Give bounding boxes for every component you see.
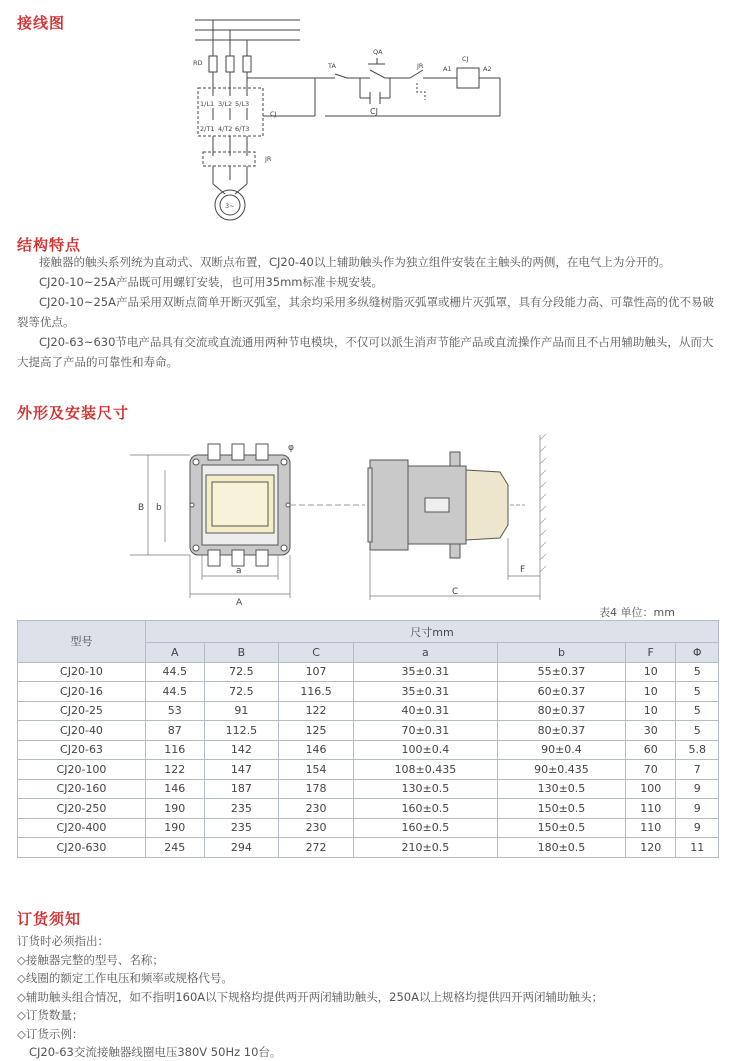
dimension-cell: 70 xyxy=(625,760,676,780)
column-header: A xyxy=(146,643,205,663)
model-cell: CJ20-400 xyxy=(18,818,146,838)
ordering-line: ◇接触器完整的型号、名称； xyxy=(17,952,164,967)
dimension-cell: 122 xyxy=(146,760,205,780)
dimension-cell: 190 xyxy=(146,799,205,819)
dimension-cell: 110 xyxy=(625,818,676,838)
model-cell: CJ20-100 xyxy=(18,760,146,780)
label-rd: RD xyxy=(193,59,203,67)
dim-label-A: A xyxy=(236,598,243,605)
table-row xyxy=(18,838,719,858)
column-header: F xyxy=(625,643,676,663)
ordering-line: ◇订货示例： xyxy=(17,1026,84,1041)
table-row xyxy=(18,779,719,799)
dimension-cell: 130±0.5 xyxy=(497,779,625,799)
dimension-drawing xyxy=(130,430,560,605)
dimension-cell: 107 xyxy=(279,662,354,682)
table-row xyxy=(18,740,719,760)
label-cj-coil: CJ xyxy=(462,55,469,63)
label-l3: 5/L3 xyxy=(235,100,250,108)
dimension-cell: 125 xyxy=(279,721,354,741)
table-unit-note: 表4 单位：mm xyxy=(599,606,675,619)
dimension-cell: 9 xyxy=(676,779,719,799)
dimension-cell: 235 xyxy=(204,799,279,819)
section-title-dimensions: 外形及安装尺寸 xyxy=(17,404,130,422)
dimension-cell: 90±0.435 xyxy=(497,760,625,780)
dimension-cell: 7 xyxy=(676,760,719,780)
label-cj-aux: CJ xyxy=(370,107,378,116)
model-cell: CJ20-63 xyxy=(18,740,146,760)
dimension-cell: 10 xyxy=(625,701,676,721)
dimension-cell: 5 xyxy=(676,682,719,702)
ordering-line: ◇辅助触头组合情况，如不指明160A以下规格均提供两开两闭辅助触头，250A以上规格均提供四开两闭辅助触头； xyxy=(17,989,603,1004)
column-header: Φ xyxy=(676,643,719,663)
dimension-cell: 160±0.5 xyxy=(353,818,497,838)
table-row xyxy=(18,760,719,780)
section-title-ordering: 订货须知 xyxy=(17,910,82,928)
dimension-cell: 272 xyxy=(279,838,354,858)
table-row xyxy=(18,721,719,741)
dimension-cell: 110 xyxy=(625,799,676,819)
label-t3: 6/T3 xyxy=(235,125,250,133)
model-cell: CJ20-16 xyxy=(18,682,146,702)
section-title-wiring: 接线图 xyxy=(17,14,66,32)
dim-label-F: F xyxy=(520,565,526,575)
ordering-line: ◇订货数量； xyxy=(17,1008,84,1022)
table-row xyxy=(18,682,719,702)
dimension-cell: 116.5 xyxy=(279,682,354,702)
dimension-cell: 72.5 xyxy=(204,682,279,702)
dimension-cell: 10 xyxy=(625,682,676,702)
dimension-cell: 210±0.5 xyxy=(353,838,497,858)
column-header: B xyxy=(204,643,279,663)
dimension-cell: 60 xyxy=(625,740,676,760)
model-cell: CJ20-250 xyxy=(18,799,146,819)
model-cell: CJ20-10 xyxy=(18,662,146,682)
dimension-cell: 35±0.31 xyxy=(353,682,497,702)
dimension-cell: 5.8 xyxy=(676,740,719,760)
label-l2: 3/L2 xyxy=(218,100,233,108)
features-text xyxy=(17,252,717,372)
dimension-cell: 9 xyxy=(676,818,719,838)
ordering-line: 订货时必须指出： xyxy=(17,934,109,948)
features-paragraph: CJ20-10~25A产品既可用螺钉安装，也可用35mm标准卡规安装。 xyxy=(39,275,384,289)
dim-label-C: C xyxy=(452,587,459,597)
features-paragraph: CJ20-63~630节电产品具有交流或直流通用两种节电模块，不仅可以派生消声节能产品或直流操作产品而且不占用辅助触头，从而大大提高了产品的可靠性和寿命。 xyxy=(17,335,714,369)
column-header: a xyxy=(353,643,497,663)
dimension-cell: 235 xyxy=(204,818,279,838)
dimension-table xyxy=(17,620,719,858)
label-ta: TA xyxy=(328,62,336,70)
dimension-cell: 30 xyxy=(625,721,676,741)
dimension-cell: 5 xyxy=(676,662,719,682)
dimension-cell: 142 xyxy=(204,740,279,760)
ordering-text xyxy=(17,932,727,1061)
dimension-cell: 91 xyxy=(204,701,279,721)
column-header: C xyxy=(279,643,354,663)
dimension-cell: 72.5 xyxy=(204,662,279,682)
column-header: b xyxy=(497,643,625,663)
dimension-cell: 53 xyxy=(146,701,205,721)
dimension-cell: 44.5 xyxy=(146,662,205,682)
dimension-cell: 90±0.4 xyxy=(497,740,625,760)
dimension-cell: 5 xyxy=(676,701,719,721)
dimension-cell: 116 xyxy=(146,740,205,760)
dimension-cell: 122 xyxy=(279,701,354,721)
dimension-cell: 35±0.31 xyxy=(353,662,497,682)
label-a2: A2 xyxy=(483,65,492,73)
ordering-line: ◇线圈的额定工作电压和频率或规格代号。 xyxy=(17,971,233,985)
dimension-cell: 120 xyxy=(625,838,676,858)
dimension-cell: 11 xyxy=(676,838,719,858)
table-row xyxy=(18,799,719,819)
section-title-features: 结构特点 xyxy=(17,236,82,254)
dimension-cell: 230 xyxy=(279,799,354,819)
dimension-cell: 147 xyxy=(204,760,279,780)
features-paragraph: CJ20-10~25A产品采用双断点简单开断灭弧室，其余均采用多纵缝树脂灭弧罩或栅片灭弧罩，具有分段能力高、可靠性高的优不易破裂等优点。 xyxy=(17,295,714,329)
label-t1: 2/T1 xyxy=(200,125,215,133)
header-model: 型号 xyxy=(18,621,146,663)
model-cell: CJ20-160 xyxy=(18,779,146,799)
table-row xyxy=(18,662,719,682)
dim-label-b: b xyxy=(156,503,162,513)
ordering-line: CJ20-63交流接触器线圈电压380V 50Hz 10台。 xyxy=(29,1045,282,1059)
dimension-cell: 180±0.5 xyxy=(497,838,625,858)
dimension-cell: 108±0.435 xyxy=(353,760,497,780)
dimension-cell: 150±0.5 xyxy=(497,818,625,838)
dimension-cell: 80±0.37 xyxy=(497,701,625,721)
model-cell: CJ20-25 xyxy=(18,701,146,721)
dimension-cell: 40±0.31 xyxy=(353,701,497,721)
label-a1: A1 xyxy=(443,65,452,73)
wiring-diagram xyxy=(185,8,515,233)
dimension-cell: 10 xyxy=(625,662,676,682)
label-cj: CJ xyxy=(270,110,277,118)
dim-label-a: a xyxy=(236,566,242,576)
header-size: 尺寸mm xyxy=(146,621,719,643)
label-jr: JR xyxy=(265,155,272,163)
label-jr2: JR xyxy=(417,62,424,70)
dimension-cell: 112.5 xyxy=(204,721,279,741)
dim-label-phi: φ xyxy=(288,443,294,453)
dimension-cell: 55±0.37 xyxy=(497,662,625,682)
dimension-cell: 187 xyxy=(204,779,279,799)
dimension-cell: 130±0.5 xyxy=(353,779,497,799)
dimension-cell: 100±0.4 xyxy=(353,740,497,760)
dimension-cell: 146 xyxy=(279,740,354,760)
dimension-cell: 154 xyxy=(279,760,354,780)
dimension-cell: 146 xyxy=(146,779,205,799)
dimension-cell: 150±0.5 xyxy=(497,799,625,819)
dimension-cell: 87 xyxy=(146,721,205,741)
dimension-cell: 60±0.37 xyxy=(497,682,625,702)
label-l1: 1/L1 xyxy=(200,100,215,108)
dimension-cell: 100 xyxy=(625,779,676,799)
dimension-cell: 9 xyxy=(676,799,719,819)
dimension-cell: 160±0.5 xyxy=(353,799,497,819)
dimension-cell: 245 xyxy=(146,838,205,858)
label-qa: QA xyxy=(373,48,383,56)
dimension-cell: 5 xyxy=(676,721,719,741)
dimension-cell: 80±0.37 xyxy=(497,721,625,741)
label-t2: 4/T2 xyxy=(218,125,233,133)
dim-label-B: B xyxy=(138,503,145,513)
dimension-cell: 190 xyxy=(146,818,205,838)
model-cell: CJ20-40 xyxy=(18,721,146,741)
features-paragraph: 接触器的触头系列统为直动式、双断点布置，CJ20-40以上辅助触头作为独立组件安装在主触头的两侧，在电气上为分开的。 xyxy=(39,255,671,269)
table-row xyxy=(18,701,719,721)
model-cell: CJ20-630 xyxy=(18,838,146,858)
dimension-cell: 294 xyxy=(204,838,279,858)
dimension-cell: 178 xyxy=(279,779,354,799)
dimension-cell: 230 xyxy=(279,818,354,838)
dimension-cell: 70±0.31 xyxy=(353,721,497,741)
label-motor: 3~ xyxy=(225,202,235,210)
table-row xyxy=(18,818,719,838)
dimension-cell: 44.5 xyxy=(146,682,205,702)
